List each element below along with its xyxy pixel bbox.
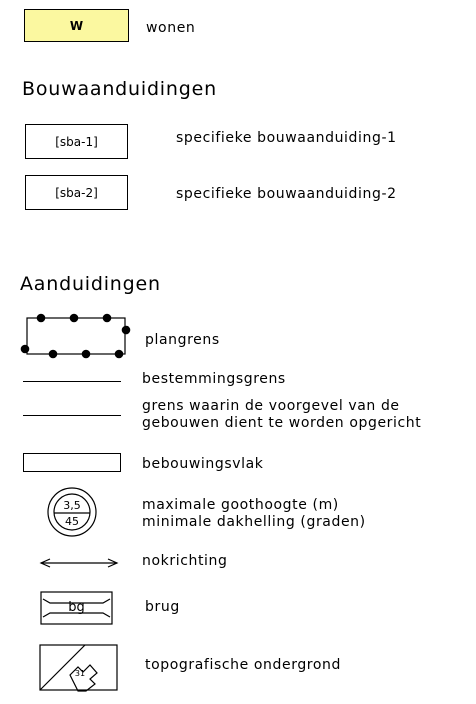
voorgevel-label-line1: grens waarin de voorgevel van de bbox=[142, 398, 400, 414]
bebouwingsvlak-label: bebouwingsvlak bbox=[142, 456, 264, 472]
wonen-label: wonen bbox=[146, 20, 196, 36]
voorgevel-label-line2: gebouwen dient te worden opgericht bbox=[142, 415, 422, 431]
sba-2-code: [sba-2] bbox=[55, 185, 98, 200]
sba-1-code: [sba-1] bbox=[55, 134, 98, 149]
hoogte-label: maximale goothoogte (m) bbox=[142, 497, 339, 513]
helling-label: minimale dakhelling (graden) bbox=[142, 514, 366, 530]
wonen-code: W bbox=[69, 18, 84, 33]
aanduidingen-heading: Aanduidingen bbox=[20, 273, 161, 295]
sba-2-label: specifieke bouwaanduiding-2 bbox=[176, 186, 397, 202]
sba-1-label: specifieke bouwaanduiding-1 bbox=[176, 130, 397, 146]
helling-value: 45 bbox=[65, 515, 79, 528]
plangrens-label: plangrens bbox=[145, 332, 220, 348]
brug-label: brug bbox=[145, 599, 180, 615]
bestemmingsgrens-label: bestemmingsgrens bbox=[142, 371, 286, 387]
bouwaanduidingen-heading: Bouwaanduidingen bbox=[22, 78, 217, 100]
nokrichting-label: nokrichting bbox=[142, 553, 228, 569]
brug-code: bg bbox=[68, 600, 85, 615]
hoogte-value: 3,5 bbox=[63, 499, 81, 512]
topo-code: 31 bbox=[74, 669, 86, 678]
topografische-label: topografische ondergrond bbox=[145, 657, 341, 673]
